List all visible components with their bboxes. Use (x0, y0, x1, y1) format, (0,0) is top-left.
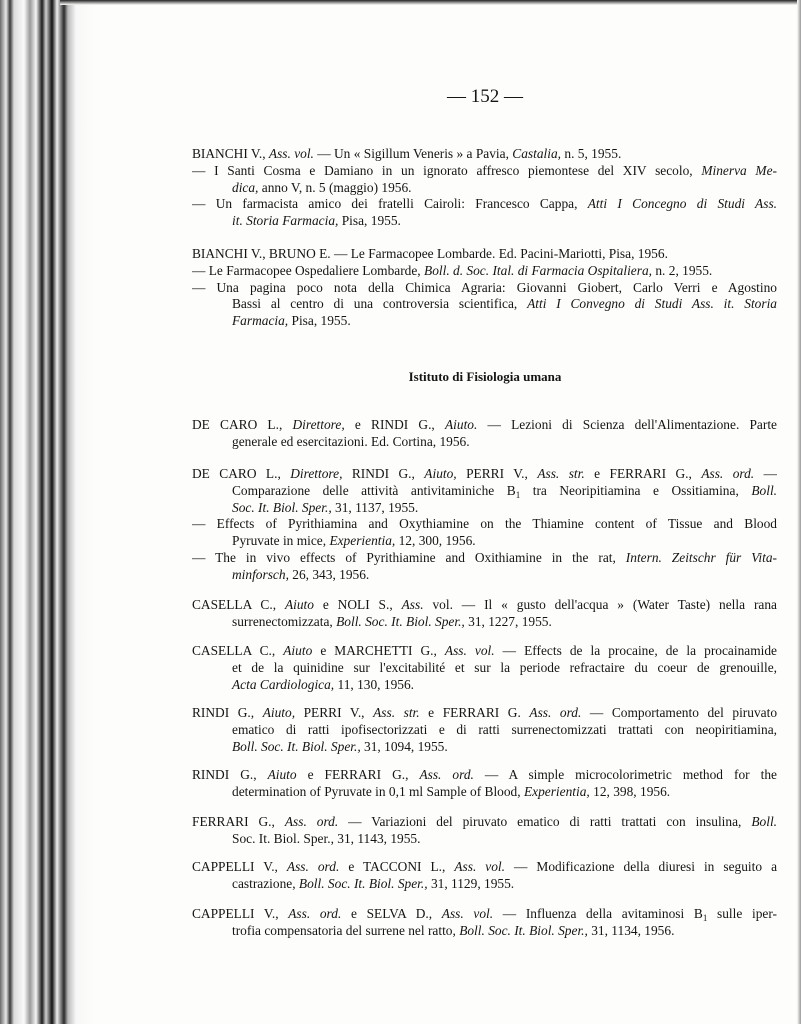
text: — Un farmacista amico dei fratelli Cairoli: Francesco Cappa, (192, 196, 588, 212)
italic-text: Aiuto, (262, 705, 296, 720)
italic-text: Ass. ord. (288, 906, 342, 921)
page-top-edge (60, 0, 801, 5)
text: e FERRARI G., (296, 767, 420, 782)
entry-line (192, 739, 777, 756)
text: CAPPELLI V., (192, 906, 289, 921)
text: — Modificazione della diuresi in seguito a (505, 859, 777, 874)
bibliography-entry (192, 597, 777, 631)
entry-line (192, 597, 777, 614)
text: n. 5, 1955. (561, 146, 622, 161)
entry-line (192, 163, 777, 180)
bibliography-entry (192, 814, 777, 848)
italic-text: Experientia, (523, 783, 590, 799)
italic-text: Direttore, (290, 466, 343, 481)
italic-text: Minerva Me- (701, 162, 777, 178)
text: FERRARI G., (192, 814, 285, 829)
italic-text: Aiuto (284, 597, 314, 612)
bibliography-entry (192, 246, 777, 330)
text: generale ed esercitazioni. Ed. Cortina, 1956. (232, 433, 470, 449)
entry-line (192, 859, 777, 876)
bibliography-entry (192, 767, 777, 801)
italic-text: Ass. str. (537, 466, 585, 481)
text: vol. — Il « gusto dell'acqua » (Water Taste) nella rana (423, 597, 777, 612)
italic-text: Aiuto (283, 643, 313, 658)
text: e TACCONI L., (339, 859, 455, 874)
bibliography-entry (192, 417, 777, 451)
entry-line (192, 831, 777, 848)
text: 12, 300, 1956. (395, 533, 476, 549)
entry-line (192, 296, 777, 313)
text: sulle iper- (707, 906, 777, 921)
italic-text: Boll. d. Soc. Ital. di Farmacia Ospitaliera, (424, 262, 653, 278)
entry-line (192, 722, 777, 739)
entry-line (192, 677, 777, 694)
italic-text: it. Storia Farmacia, (232, 213, 339, 229)
text: surrenectomizzata, (232, 613, 337, 629)
text: Pisa, 1955. (338, 213, 401, 229)
italic-text: Boll. Soc. It. Biol. Sper., (298, 875, 428, 891)
text: CASELLA C., (192, 597, 285, 612)
text: ematico di ratti ipofisectorizzati e di ratti surrenectomizzati trattati con neopiritiamina, (232, 721, 777, 737)
entry-line (192, 923, 777, 940)
entry-line (192, 146, 777, 163)
entry-line (192, 876, 777, 893)
text: — (754, 466, 777, 481)
entry-line (192, 500, 777, 517)
entry-line (192, 643, 777, 660)
text: e SELVA D., (341, 906, 442, 921)
text: 31, 1094, 1955. (360, 738, 448, 754)
text: trofia compensatoria del surrene nel ratto, (232, 922, 460, 938)
text: RINDI G., (192, 767, 268, 782)
text: 31, 1134, 1956. (587, 922, 675, 938)
bibliography-entry (192, 146, 777, 230)
italic-text: Ass. vol. (268, 146, 314, 161)
text: 12, 398, 1956. (589, 783, 671, 799)
subscript-text: 1 (702, 913, 708, 923)
text: DE CARO L., (192, 466, 291, 481)
italic-text: Ass. ord. (701, 466, 755, 481)
italic-text: Aiuto, (424, 466, 457, 481)
entry-line (192, 516, 777, 533)
italic-text: Ass. (401, 597, 424, 612)
entry-line (192, 660, 777, 677)
italic-text: Ass. vol. (454, 859, 506, 874)
italic-text: Boll. Soc. It. Biol. Sper., (459, 922, 588, 938)
italic-text: Intern. Zeitschr für Vita- (625, 549, 777, 565)
bibliography-entry (192, 859, 777, 893)
text: n. 2, 1955. (652, 262, 713, 278)
entry-line (192, 280, 777, 297)
text: 26, 343, 1956. (288, 566, 370, 582)
bibliography-entry (192, 705, 777, 755)
entry-line (192, 906, 777, 923)
entry-line (192, 814, 777, 831)
entry-line (192, 567, 777, 584)
text: castrazione, (232, 875, 299, 891)
text: — Le Farmacopee Ospedaliere Lombarde, (192, 262, 425, 278)
italic-text: Ass. ord. (284, 814, 339, 829)
text: — Effects de la procaine, de la procainamide (494, 643, 777, 658)
italic-text: Ass. vol. (441, 906, 494, 921)
text: Pisa, 1955. (288, 313, 351, 329)
entry-line (192, 434, 777, 451)
italic-text: Acta Cardiologica, (232, 676, 335, 692)
entry-line (192, 550, 777, 567)
italic-text: Atti I Concegno di Studi Ass. (587, 196, 777, 212)
text: RINDI G., (342, 466, 425, 481)
italic-text: Boll. (751, 814, 777, 829)
text: — Variazioni del piruvato ematico di ratti trattati con insulina, (338, 814, 752, 829)
entry-line (192, 614, 777, 631)
italic-text: minforsch, (232, 566, 289, 582)
text: — Influenza della avitaminosi B (493, 906, 703, 921)
italic-text: Ass. ord. (529, 705, 582, 720)
text: anno V, n. 5 (maggio) 1956. (258, 179, 412, 195)
text: DE CARO L., (192, 417, 293, 432)
text: e MARCHETTI G., (312, 643, 445, 658)
italic-text: Boll. Soc. It. Biol. Sper., (232, 738, 361, 754)
italic-text: Ass. ord. (286, 859, 340, 874)
text: et de la quinidine sur l'excitabilité et sur la periode refractaire du coeur de grenouille, (232, 659, 777, 675)
italic-text: Ass. str. (373, 705, 420, 720)
page-number: — 152 — (447, 86, 523, 107)
text: e NOLI S., (313, 597, 402, 612)
text: PERRI V., (456, 466, 538, 481)
italic-text: Ass. ord. (419, 767, 474, 782)
subscript-text: 1 (515, 489, 521, 500)
page-right-edge (797, 0, 801, 1024)
italic-text: Castalia, (512, 146, 562, 161)
text: 31, 1227, 1955. (464, 613, 552, 629)
bibliography-entry (192, 906, 777, 940)
entry-line (192, 767, 777, 784)
italic-text: Ass. vol. (444, 643, 495, 658)
italic-text: Farmacia, (232, 313, 289, 329)
text: — Comportamento del piruvato (581, 705, 777, 720)
italic-text: Aiuto (267, 767, 297, 782)
entry-line (192, 466, 777, 483)
italic-text: Aiuto. (444, 417, 478, 432)
text: — I Santi Cosma e Damiano in un ignorato affresco piemontese del XIV secolo, (192, 162, 702, 178)
text: — The in vivo effects of Pyrithiamine and Oxithiamine in the rat, (192, 549, 626, 565)
italic-text: Boll. Soc. It. Biol. Sper., (336, 613, 465, 629)
text: BIANCHI V., (192, 146, 269, 161)
text: e RINDI G., (344, 417, 445, 432)
entry-line (192, 705, 777, 722)
text: 31, 1129, 1955. (427, 875, 515, 891)
text: Pyruvate in mice, (232, 533, 330, 549)
text: determination of Pyruvate in 0,1 ml Sample of Blood, (232, 783, 524, 799)
text: — A simple microcolorimetric method for the (473, 767, 777, 782)
entry-line (192, 246, 777, 263)
italic-text: Boll. (751, 482, 777, 498)
italic-text: Atti I Convegno di Studi Ass. it. Storia (527, 296, 777, 312)
entry-line (192, 417, 777, 434)
entry-line (192, 263, 777, 280)
italic-text: dica, (232, 179, 259, 195)
text: CASELLA C., (192, 643, 284, 658)
text: CAPPELLI V., (192, 859, 287, 874)
text: 31, 1137, 1955. (331, 499, 419, 515)
text: BIANCHI V., BRUNO E. — Le Farmacopee Lombarde. Ed. Pacini-Mariotti, Pisa, 1956. (192, 246, 668, 261)
entry-line (192, 483, 777, 500)
text: — Un « Sigillum Veneris » a Pavia, (313, 146, 513, 161)
italic-text: Experientia, (329, 533, 396, 549)
text: Soc. It. Biol. Sper., 31, 1143, 1955. (232, 830, 421, 846)
bibliography-entry (192, 466, 777, 584)
text: Comparazione delle attività antivitaminiche B (232, 482, 516, 498)
text: PERRI V., (295, 705, 374, 720)
text: — Lezioni di Scienza dell'Alimentazione. Parte (477, 417, 777, 432)
text: Bassi al centro di una controversia scientifica, (232, 296, 528, 312)
text: e FERRARI G. (419, 705, 530, 720)
book-binding-edge (0, 0, 95, 1024)
entry-line (192, 196, 777, 213)
text: 11, 130, 1956. (334, 676, 415, 692)
entry-line (192, 533, 777, 550)
entry-line (192, 313, 777, 330)
text: tra Neoripitiamina e Ossitiamina, (520, 482, 752, 498)
text: RINDI G., (192, 705, 263, 720)
section-heading: Istituto di Fisiologia umana (408, 369, 562, 384)
text: e FERRARI G., (584, 466, 702, 481)
entry-line (192, 213, 777, 230)
entry-line (192, 784, 777, 801)
text: — Effects of Pyrithiamina and Oxythiamine on the Thiamine content of Tissue and Blood (192, 516, 777, 532)
text: — Una pagina poco nota della Chimica Agraria: Giovanni Giobert, Carlo Verri e Agostino (192, 279, 777, 295)
entry-line (192, 180, 777, 197)
italic-text: Direttore, (292, 417, 345, 432)
italic-text: Soc. It. Biol. Sper., (232, 499, 332, 515)
bibliography-entry (192, 643, 777, 693)
